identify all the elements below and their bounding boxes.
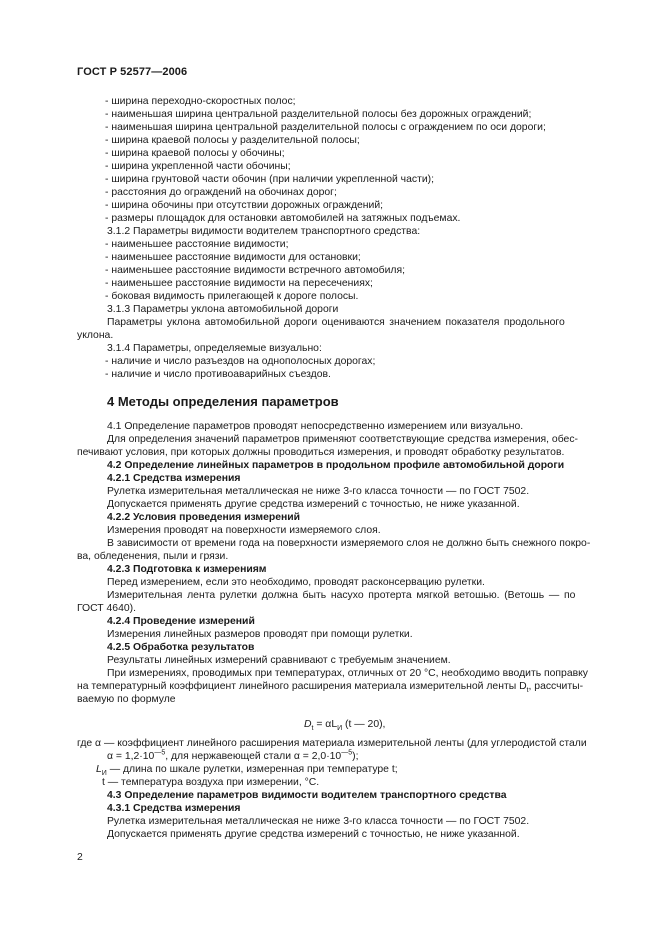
superscript: —5 xyxy=(341,749,353,757)
paragraph-line: Для определения значений параметров применяют соответствующие средства измерения, обес- xyxy=(107,434,578,445)
formula-eq: = αL xyxy=(313,719,338,730)
section-4-title: 4 Методы определения параметров xyxy=(107,394,339,409)
formula-lhs-sub: t xyxy=(311,725,314,733)
paragraph-line: ваемую по формуле xyxy=(77,694,176,705)
where-line xyxy=(107,750,358,763)
clause-3-1-3: 3.1.3 Параметры уклона автомобильной дороги xyxy=(107,304,339,315)
text-segment: — длина по шкале рулетки, измеренная при температуре t; xyxy=(106,764,398,775)
paragraph-line: печивают условия, при которых должны проводиться измерения, и проводят обработку результатов. xyxy=(77,447,565,458)
heading-4-3: 4.3 Определение параметров видимости водителем транспортного средства xyxy=(107,790,507,801)
paragraph-line: При измерениях, проводимых при температурах, отличных от 20 °С, необходимо вводить поправку xyxy=(107,668,588,679)
paragraph-line: Допускается применять другие средства измерений с точностью, не ниже указанной. xyxy=(107,499,520,510)
paragraph-line xyxy=(77,680,583,693)
clause-3-1-4: 3.1.4 Параметры, определяемые визуально: xyxy=(107,343,322,354)
list-item: - расстояния до ограждений на обочинах дорог; xyxy=(105,187,337,198)
paragraph-line: Измерения линейных размеров проводят при помощи рулетки. xyxy=(107,629,413,640)
paragraph-line: уклона. xyxy=(77,330,114,341)
paragraph-line: Допускается применять другие средства измерений с точностью, не ниже указанной. xyxy=(107,829,520,840)
paragraph-line: В зависимости от времени года на поверхности измеряемого слоя не должно быть снежного покро- xyxy=(107,538,591,549)
list-item: - размеры площадок для остановки автомобилей на затяжных подъемах. xyxy=(105,213,461,224)
paragraph-line: Рулетка измерительная металлическая не ниже 3-го класса точности — по ГОСТ 7502. xyxy=(107,816,530,827)
list-item: - ширина укрепленной части обочины; xyxy=(105,161,291,172)
list-item: - наименьшая ширина центральной разделительной полосы без дорожных ограждений; xyxy=(105,109,532,120)
list-item: - наименьшее расстояние видимости встречного автомобиля; xyxy=(105,265,405,276)
heading-4-2-2: 4.2.2 Условия проведения измерений xyxy=(107,512,301,523)
clause-4-1: 4.1 Определение параметров проводят непосредственно измерением или визуально. xyxy=(107,421,524,432)
formula-lhs: D xyxy=(304,719,312,730)
heading-4-2-3: 4.2.3 Подготовка к измерениям xyxy=(107,564,267,575)
paragraph-line: Параметры уклона автомобильной дороги оцениваются значением показателя продольного xyxy=(107,317,565,328)
list-item: - наличие и число противоаварийных съездов. xyxy=(105,369,331,380)
text-segment: α = 1,2·10 xyxy=(107,751,155,762)
heading-4-2-1: 4.2.1 Средства измерения xyxy=(107,473,241,484)
paragraph-line: Измерения проводят на поверхности измеряемого слоя. xyxy=(107,525,381,536)
list-item: - наличие и число разъездов на однополосных дорогах; xyxy=(105,356,376,367)
page-number: 2 xyxy=(77,852,83,863)
text-segment: ); xyxy=(352,751,359,762)
heading-4-2-5: 4.2.5 Обработка результатов xyxy=(107,642,255,653)
text-segment: , рассчиты- xyxy=(528,681,584,692)
formula-l-sub: И xyxy=(337,725,343,733)
subscript: И xyxy=(101,770,107,778)
list-item: - боковая видимость прилегающей к дороге полосы. xyxy=(105,291,359,302)
text-segment: на температурный коэффициент линейного расширения материала измерительной ленты D xyxy=(77,681,527,692)
list-item: - ширина грунтовой части обочин (при наличии укрепленной части); xyxy=(105,174,434,185)
where-line: где α — коэффициент линейного расширения материала измерительной ленты (для углеродистой стали xyxy=(77,738,587,749)
paragraph-line: Рулетка измерительная металлическая не ниже 3-го класса точности — по ГОСТ 7502. xyxy=(107,486,530,497)
clause-3-1-2: 3.1.2 Параметры видимости водителем транспортного средства: xyxy=(107,226,421,237)
list-item: - наименьшее расстояние видимости; xyxy=(105,239,289,250)
list-item: - ширина краевой полосы у обочины; xyxy=(105,148,285,159)
paragraph-line: Результаты линейных измерений сравнивают с требуемым значением. xyxy=(107,655,451,666)
formula xyxy=(304,719,386,733)
paragraph-line: ва, обледенения, пыли и грязи. xyxy=(77,551,229,562)
text-segment: L xyxy=(96,764,102,775)
where-line xyxy=(96,763,398,776)
list-item: - наименьшее расстояние видимости на пересечениях; xyxy=(105,278,373,289)
superscript: —5 xyxy=(154,749,166,757)
where-line: t — температура воздуха при измерении, °С. xyxy=(102,777,320,788)
paragraph-line: Перед измерением, если это необходимо, проводят расконсервацию рулетки. xyxy=(107,577,485,588)
list-item: - ширина краевой полосы у разделительной полосы; xyxy=(105,135,360,146)
paragraph-line: ГОСТ 4640). xyxy=(77,603,136,614)
heading-4-3-1: 4.3.1 Средства измерения xyxy=(107,803,241,814)
text-segment: , для нержавеющей стали α = 2,0·10 xyxy=(165,751,342,762)
formula-rest: (t — 20), xyxy=(342,719,386,730)
heading-4-2: 4.2 Определение линейных параметров в продольном профиле автомобильной дороги xyxy=(107,460,565,471)
list-item: - наименьшее расстояние видимости для остановки; xyxy=(105,252,361,263)
page-header: ГОСТ Р 52577—2006 xyxy=(77,66,188,78)
list-item: - наименьшая ширина центральной разделительной полосы с ограждением по оси дороги; xyxy=(105,122,546,133)
paragraph-line: Измерительная лента рулетки должна быть насухо протерта мягкой ветошью. (Ветошь — по xyxy=(107,590,576,601)
list-item: - ширина обочины при отсутствии дорожных ограждений; xyxy=(105,200,384,211)
subscript: t xyxy=(526,687,529,695)
list-item: - ширина переходно-скоростных полос; xyxy=(105,96,296,107)
heading-4-2-4: 4.2.4 Проведение измерений xyxy=(107,616,255,627)
